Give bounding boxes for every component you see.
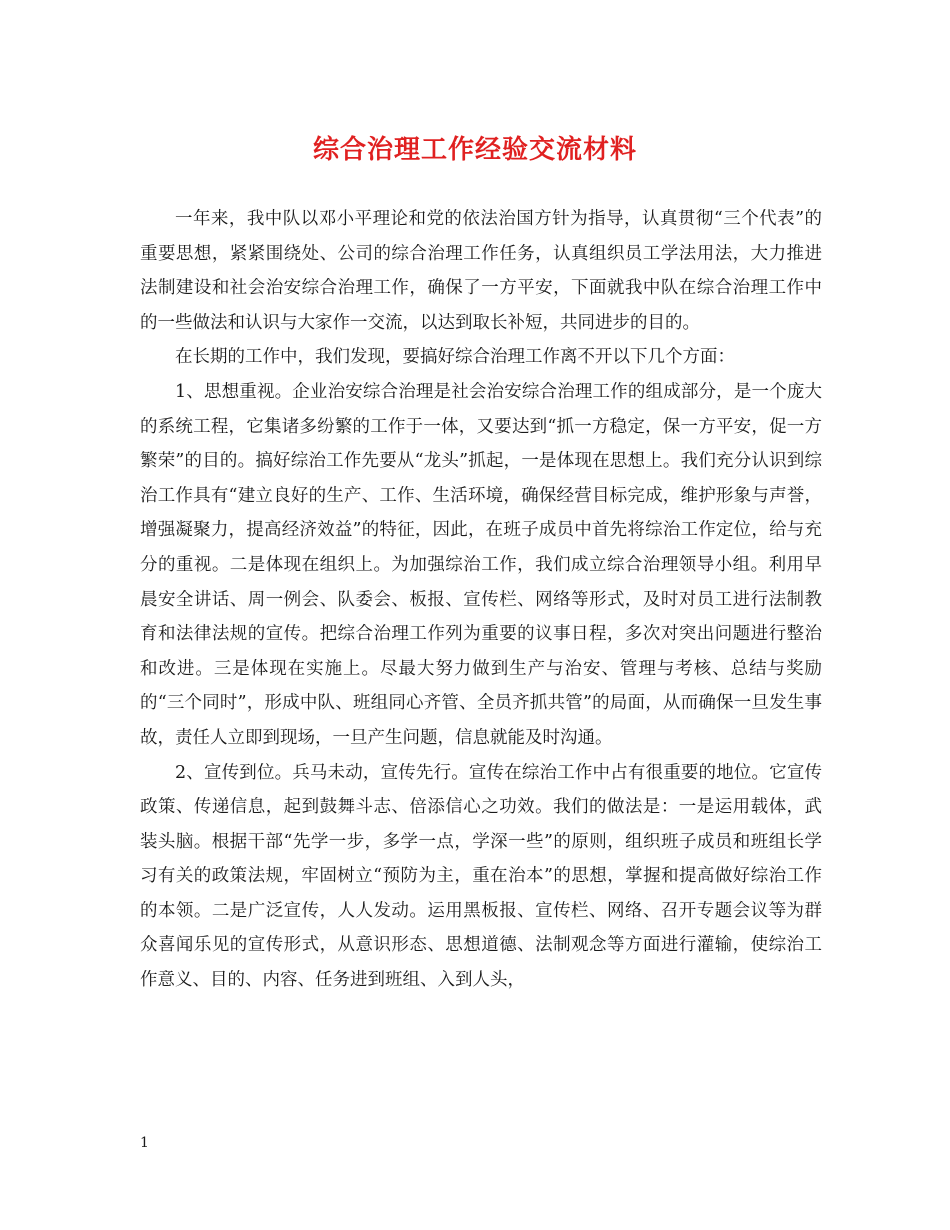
paragraph-overview: 在长期的工作中，我们发现，要搞好综合治理工作离不开以下几个方面：	[175, 347, 735, 368]
document-body	[140, 202, 822, 998]
page-number: 1	[140, 1135, 149, 1151]
paragraph-intro: 一年来，我中队以邓小平理论和党的依法治国方针为指导，认真贯彻“三个代表”的重要思想，紧紧围绕处、公司的综合治理工作任务，认真组织员工学法用法，大力推进法制建设和社会治安综合治理工作，确保了一方平安，下面就我中队在综合治理工作中的一些做法和认识与大家作一交流，以达到取长补短，共同进步的目的。	[140, 209, 822, 333]
paragraph-section-2: 2、宣传到位。兵马未动，宣传先行。宣传在综治工作中占有很重要的地位。它宣传政策、传递信息，起到鼓舞斗志、倍添信心之功效。我们的做法是：一是运用载体，武装头脑。根据干部“先学一步，多学一点，学深一些”的原则，组织班子成员和班组长学习有关的政策法规，牢固树立“预防为主，重在治本”的思想，掌握和提高做好综治工作的本领。二是广泛宣传，人人发动。运用黑板报、宣传栏、网络、召开专题会议等为群众喜闻乐见的宣传形式，从意识形态、思想道德、法制观念等方面进行灌输，使综治工作意义、目的、内容、任务进到班组、入到人头，	[140, 762, 822, 991]
document-title: 综合治理工作经验交流材料	[312, 135, 637, 165]
paragraph-section-1: 1、思想重视。企业治安综合治理是社会治安综合治理工作的组成部分，是一个庞大的系统工程，它集诸多纷繁的工作于一体，又要达到“抓一方稳定，保一方平安，促一方繁荣”的目的。搞好综治工作先要从“龙头”抓起，一是体现在思想上。我们充分认识到综治工作具有“建立良好的生产、工作、生活环境，确保经营目标完成，维护形象与声誉，增强凝聚力，提高经济效益”的特征，因此，在班子成员中首先将综治工作定位，给与充分的重视。二是体现在组织上。为加强综治工作，我们成立综合治理领导小组。利用早晨安全讲话、周一例会、队委会、板报、宣传栏、网络等形式，及时对员工进行法制教育和法律法规的宣传。把综合治理工作列为重要的议事日程，多次对突出问题进行整治和改进。三是体现在实施上。尽最大努力做到生产与治安、管理与考核、总结与奖励的“三个同时”，形成中队、班组同心齐管、全员齐抓共管”的局面，从而确保一旦发生事故，责任人立即到现场，一旦产生问题，信息就能及时沟通。	[140, 381, 822, 748]
